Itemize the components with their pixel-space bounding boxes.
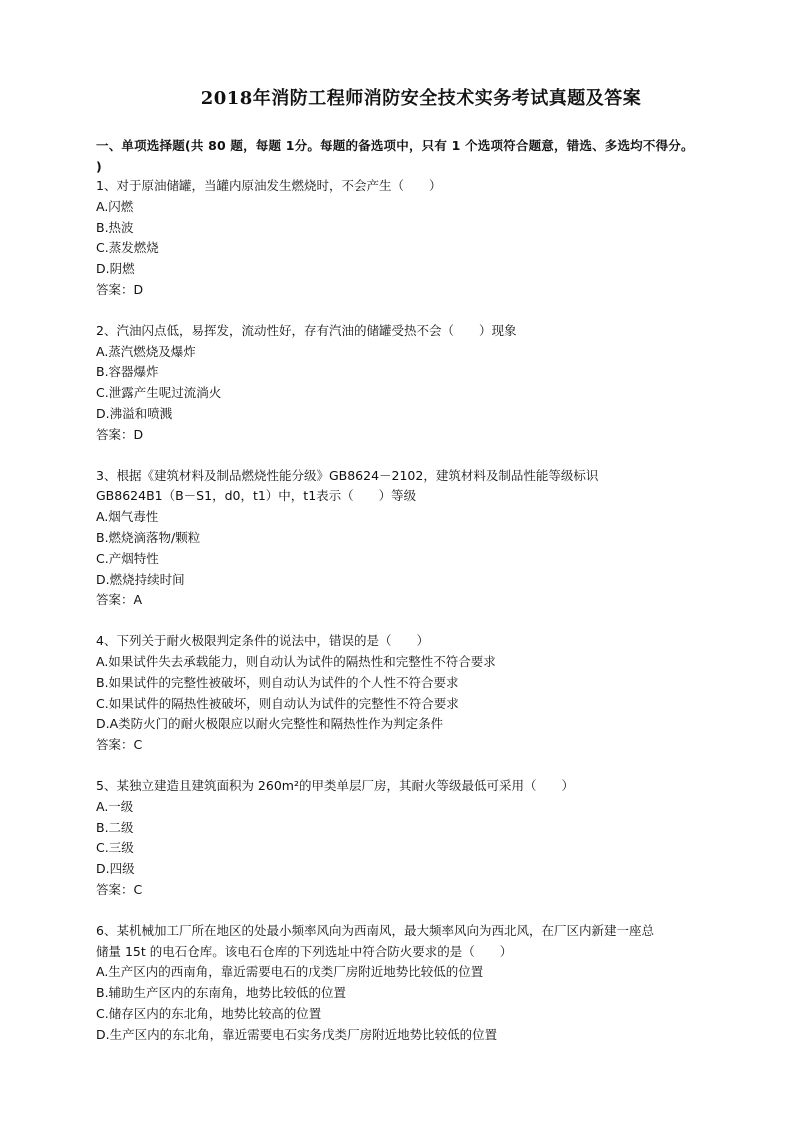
answer-option: A.一级 bbox=[96, 798, 134, 814]
answer-key: 答案：C bbox=[96, 881, 143, 897]
question-stem: 储量 15t 的电石仓库。该电石仓库的下列选址中符合防火要求的是（ ） bbox=[96, 943, 513, 959]
question-stem: 5、某独立建造且建筑面积为 260m²的甲类单层厂房，其耐火等级最低可采用（ ） bbox=[96, 777, 574, 793]
answer-option: C.产烟特性 bbox=[96, 550, 159, 566]
answer-option: D.A类防火门的耐火极限应以耐火完整性和隔热性作为判定条件 bbox=[96, 716, 444, 732]
section-heading-line: ) bbox=[96, 159, 102, 174]
answer-option: D.生产区内的东北角，靠近需要电石实务戊类厂房附近地势比较低的位置 bbox=[96, 1026, 498, 1042]
answer-option: B.二级 bbox=[96, 819, 134, 835]
question-stem: 1、对于原油储罐，当罐内原油发生燃烧时，不会产生（ ） bbox=[96, 178, 442, 193]
answer-option: C.泄露产生呢过流淌火 bbox=[96, 385, 222, 401]
answer-key: 答案：D bbox=[96, 426, 144, 442]
answer-option: B.容器爆炸 bbox=[96, 364, 159, 380]
answer-option: C.蒸发燃烧 bbox=[96, 240, 159, 256]
question-stem: 6、某机械加工厂所在地区的处最小频率风向为西南风，最大频率风向为西北风，在厂区内新建一座总 bbox=[96, 922, 654, 938]
question-list bbox=[96, 176, 746, 1065]
answer-key: 答案：D bbox=[96, 281, 144, 297]
answer-key: 答案：C bbox=[96, 737, 143, 753]
answer-option: A.蒸汽燃烧及爆炸 bbox=[96, 343, 196, 359]
document-title: 2018年消防工程师消防安全技术实务考试真题及答案 bbox=[200, 88, 642, 109]
answer-option: D.四级 bbox=[96, 861, 135, 877]
answer-option: A.烟气毒性 bbox=[96, 509, 159, 525]
question-item bbox=[96, 776, 746, 901]
answer-option: A.如果试件失去承载能力，则自动认为试件的隔热性和完整性不符合要求 bbox=[96, 653, 496, 669]
question-item bbox=[96, 176, 746, 301]
answer-key: 答案：A bbox=[96, 592, 143, 608]
question-item bbox=[96, 466, 746, 612]
answer-option: C.如果试件的隔热性被破坏，则自动认为试件的完整性不符合要求 bbox=[96, 695, 459, 711]
answer-option: B.辅助生产区内的东南角，地势比较低的位置 bbox=[96, 985, 347, 1001]
answer-option: A.闪燃 bbox=[96, 198, 134, 214]
question-stem: 3、根据《建筑材料及制品燃烧性能分级》GB8624－2102，建筑材料及制品性能等级标识 bbox=[96, 467, 599, 483]
answer-option: C.储存区内的东北角，地势比较高的位置 bbox=[96, 1005, 322, 1021]
question-stem: 2、汽油闪点低，易挥发，流动性好，存有汽油的储罐受热不会（ ）现象 bbox=[96, 322, 517, 338]
question-stem: 4、下列关于耐火极限判定条件的说法中，错误的是（ ） bbox=[96, 633, 429, 649]
question-item bbox=[96, 321, 746, 446]
question-stem: GB8624B1（B－S1，d0，t1）中，t1表示（ ）等级 bbox=[96, 488, 417, 504]
answer-option: D.阴燃 bbox=[96, 261, 135, 277]
answer-option: B.如果试件的完整性被破坏，则自动认为试件的个人性不符合要求 bbox=[96, 674, 459, 690]
question-item bbox=[96, 631, 746, 756]
answer-option: C.三级 bbox=[96, 840, 134, 856]
section-heading bbox=[96, 135, 746, 177]
section-heading-line: 一、单项选择题(共 80 题，每题 1分。每题的备选项中，只有 1 个选项符合题意，错选、多选均不得分。 bbox=[96, 138, 694, 153]
question-item bbox=[96, 921, 746, 1046]
answer-option: D.燃烧持续时间 bbox=[96, 571, 185, 587]
answer-option: B.热波 bbox=[96, 219, 134, 235]
answer-option: B.燃烧滴落物/颗粒 bbox=[96, 529, 201, 545]
answer-option: A.生产区内的西南角，靠近需要电石的戊类厂房附近地势比较低的位置 bbox=[96, 964, 484, 980]
answer-option: D.沸溢和喷溅 bbox=[96, 405, 173, 421]
